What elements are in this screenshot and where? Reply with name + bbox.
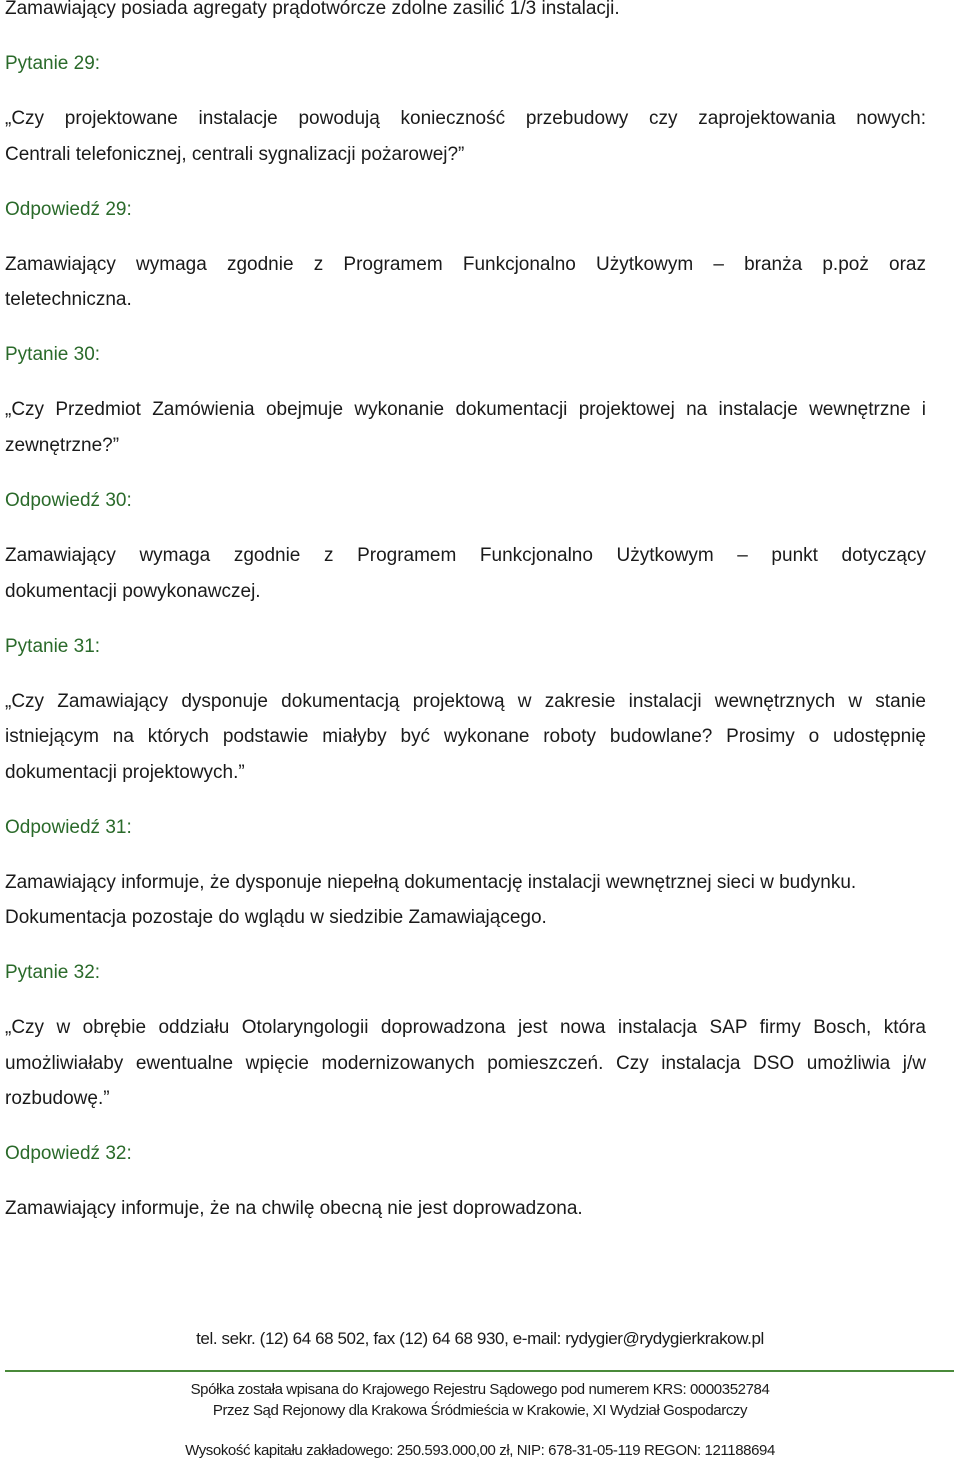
question-32-heading: Pytanie 32: [5,962,101,983]
answer-29-line-2: teletechniczna. [5,289,132,310]
footer-divider [5,1370,954,1372]
question-30-line-2: zewnętrzne?” [5,435,120,456]
question-31-heading: Pytanie 31: [5,636,101,657]
question-32-line-3: rozbudowę.” [5,1088,110,1109]
answer-32-line-1: Zamawiający informuje, że na chwilę obecną nie jest doprowadzona. [5,1198,583,1219]
question-31-line-1: „Czy Zamawiający dysponuje dokumentacją projektową w zakresie instalacji wewnętrznych w stanie [5,691,926,712]
answer-31-line-1: Zamawiający informuje, że dysponuje niepełną dokumentację instalacji wewnętrznej sieci w budynku. [5,872,857,893]
intro-text: Zamawiający posiada agregaty prądotwórcze zdolne zasilić 1/3 instalacji. [5,0,620,19]
footer-capital: Wysokość kapitału zakładowego: 250.593.000,00 zł, NIP: 678-31-05-119 REGON: 121188694 [185,1442,775,1459]
answer-29-heading: Odpowiedź 29: [5,199,132,220]
question-31-line-3: dokumentacji projektowych.” [5,762,245,783]
footer-registration-1: Spółka została wpisana do Krajowego Rejestru Sądowego pod numerem KRS: 0000352784 [190,1381,770,1398]
question-29-heading: Pytanie 29: [5,53,101,74]
answer-32-heading: Odpowiedź 32: [5,1143,132,1164]
question-29-line-1: „Czy projektowane instalacje powodują konieczność przebudowy czy zaprojektowania nowych: [5,108,926,129]
question-32-line-1: „Czy w obrębie oddziału Otolaryngologii doprowadzona jest nowa instalacja SAP firmy Bosch, która [5,1017,926,1038]
answer-30-heading: Odpowiedź 30: [5,490,132,511]
question-31-line-2: istniejącym na których podstawie miałyby być wykonane roboty budowlane? Prosimy o udostępnię [5,726,926,747]
answer-30-line-2: dokumentacji powykonawczej. [5,581,261,602]
question-30-heading: Pytanie 30: [5,344,101,365]
question-29-line-2: Centrali telefonicznej, centrali sygnalizacji pożarowej?” [5,144,465,165]
footer-contact: tel. sekr. (12) 64 68 502, fax (12) 64 68 930, e-mail: rydygier@rydygierkrakow.pl [196,1329,764,1348]
answer-30-line-1: Zamawiający wymaga zgodnie z Programem Funkcjonalno Użytkowym – punkt dotyczący [5,545,926,566]
question-30-line-1: „Czy Przedmiot Zamówienia obejmuje wykonanie dokumentacji projektowej na instalacje wewnętrzne i [5,399,926,420]
footer-registration-2: Przez Sąd Rejonowy dla Krakowa Śródmieścia w Krakowie, XI Wydział Gospodarczy [212,1402,748,1419]
answer-31-line-2: Dokumentacja pozostaje do wglądu w siedzibie Zamawiającego. [5,907,547,928]
answer-31-heading: Odpowiedź 31: [5,817,132,838]
question-32-line-2: umożliwiałaby ewentualne wpięcie modernizowanych pomieszczeń. Czy instalacja DSO umożliwia j/w [5,1053,926,1074]
answer-29-line-1: Zamawiający wymaga zgodnie z Programem Funkcjonalno Użytkowym – branża p.poż oraz [5,254,926,275]
